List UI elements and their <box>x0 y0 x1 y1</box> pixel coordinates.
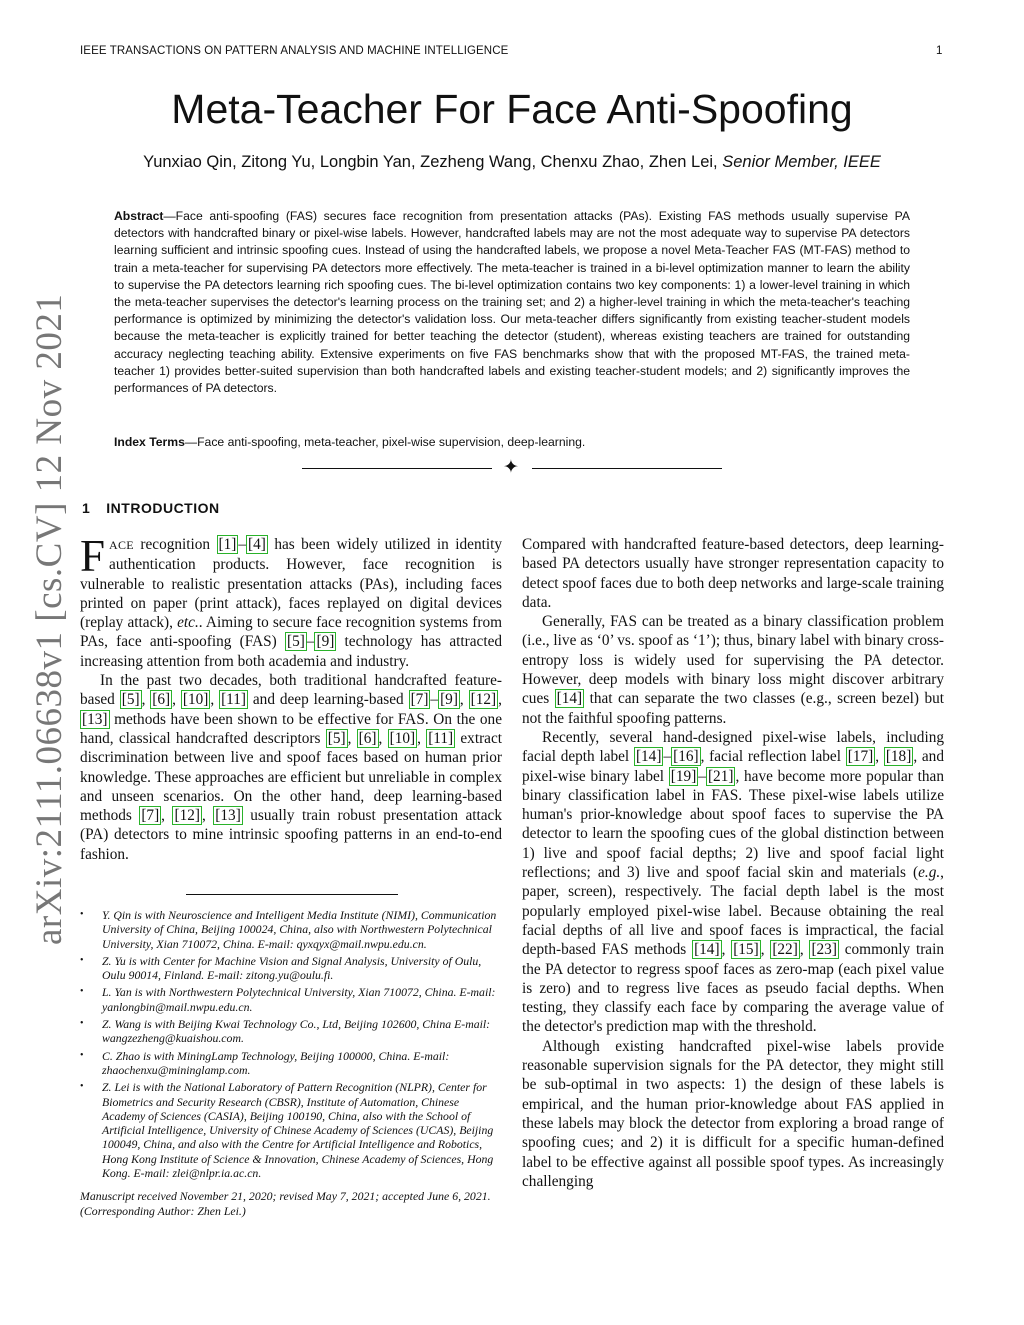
paper-title: Meta-Teacher For Face Anti-Spoofing <box>171 86 853 132</box>
footnote-bullet: • <box>80 1018 84 1030</box>
citation-link[interactable]: [11] <box>428 729 454 747</box>
text-run: , <box>210 691 220 709</box>
text-run: usually train robust presentation attack (PA) detectors to mine intrinsic spoofing patterns in an end-to-end fashion. <box>80 807 502 863</box>
citation-link[interactable]: [13] <box>82 710 108 728</box>
citation-link[interactable]: [18] <box>885 748 912 766</box>
footnote-text: L. Yan is with Northwestern Polytechnical University, Xian 710072, China. E-mail: yanlongbin@mail.nwpu.edu.cn. <box>102 985 496 1014</box>
text-run: , <box>875 748 884 766</box>
separator-line-left <box>302 468 492 469</box>
section-number: 1 <box>82 500 91 516</box>
footnote-item <box>80 908 502 951</box>
text-run: – <box>430 691 439 709</box>
separator-star-icon: ✦ <box>503 456 519 478</box>
footnote-bullet: • <box>80 1049 84 1061</box>
citation-link[interactable]: [14] <box>556 690 583 708</box>
citation-link[interactable]: [23] <box>811 941 837 959</box>
citation-link[interactable]: [7] <box>141 807 160 825</box>
footnote-bullet: • <box>80 954 84 966</box>
index-terms-label: Index Terms <box>114 435 185 449</box>
citation-link[interactable]: [6] <box>358 729 377 747</box>
footnote-text: Z. Wang is with Beijing Kwai Technology Co., Ltd, Beijing 102600, China E-mail: wangzezheng@kuaishou.com. <box>102 1017 491 1046</box>
footnote-item <box>80 1017 502 1046</box>
citation-link[interactable]: [22] <box>772 941 798 959</box>
text-run: , <box>760 941 771 959</box>
citation-link[interactable]: [14] <box>635 748 662 766</box>
text-run: recognition <box>133 536 217 553</box>
abstract-label: Abstract <box>114 209 164 223</box>
eg-text: e.g. <box>918 864 941 882</box>
intro-paragraph-1 <box>80 531 503 671</box>
citation-link[interactable]: [9] <box>440 691 458 709</box>
author-membership: Senior Member, IEEE <box>722 153 881 171</box>
text-run: methods have been shown to be effective for FAS. On the one hand, classical handcrafted descriptors <box>80 710 502 747</box>
text-run: – <box>663 748 672 766</box>
text-run: In the past two decades, both traditional handcrafted feature-based <box>80 672 502 709</box>
footnote-item <box>80 985 502 1014</box>
page-number: 1 <box>936 45 943 57</box>
citation-link[interactable]: [11] <box>221 691 246 709</box>
footnote-item <box>80 1080 502 1180</box>
citation-link[interactable]: [16] <box>673 748 699 766</box>
text-run: has been widely utilized in identity authentication products. However, face recognition is vulnerable to realistic presentation attacks (PAs), including faces printed on paper (print attack), faces replayed on digital devices (replay attack), <box>80 536 502 632</box>
text-run: , have become more popular than binary classification label in FAS. These pixel-wise labels utilize human's prior-knowledge about spoof faces to supervise the PA detector to learn the spoofing cues of the global distinction between 1) live and spoof facial depths; 2) live and spoof facial light reflections; and 3) live and spoof facial skin and materials ( <box>522 767 944 882</box>
index-terms <box>114 434 910 451</box>
abstract-text: —Face anti-spoofing (FAS) secures face recognition from presentation attacks (PAs). Existing FAS methods usually supervise PA detectors with handcrafted binary or pixel-wise labels. However, handcrafted labels may are not the most adequate way to supervise PA detectors learning sufficient and intrinsic spoofing cues. Instead of using the handcrafted labels, we propose a novel Meta-Teacher FAS (MT-FAS) method to train a meta-teacher for supervising PA detectors more effectively. The meta-teacher is trained in a bi-level optimization manner to learn the ability to supervise the PA detectors learning rich spoofing cues. The bi-level optimization contains two key components: 1) a lower-level training in which the meta-teacher supervises the detector's learning process on the training set; and 2) a higher-level training in which the meta-teacher's teaching performance is optimized by minimizing the detector's validation loss. Our meta-teacher differs significantly from existing teacher-student models because the meta-teacher is explicitly trained for better teaching the detector (student), whereas existing teachers are trained for outstanding accuracy neglecting teaching ability. Extensive experiments on five FAS benchmarks show that with the proposed MT-FAS, the trained meta-teacher 1) provides better-suited supervision than both handcrafted labels and existing teacher-student models; and 2) significantly improves the performances of PA detectors. <box>114 209 910 396</box>
author-list <box>0 153 1024 172</box>
text-run: – <box>698 767 706 785</box>
footnote-item <box>80 1049 502 1078</box>
text-run: , <box>172 691 181 709</box>
drop-cap: F <box>80 531 106 581</box>
text-run: . Aiming to secure face recognition systems from PAs, face anti-spoofing (FAS) <box>80 614 502 651</box>
citation-link[interactable]: [9] <box>316 633 335 651</box>
text-run: , <box>498 691 502 709</box>
citation-link[interactable]: [5] <box>121 691 140 709</box>
etc-text: etc. <box>177 614 199 632</box>
journal-header: IEEE TRANSACTIONS ON PATTERN ANALYSIS AND MACHINE INTELLIGENCE <box>80 45 509 57</box>
intro-paragraph-2 <box>80 671 502 864</box>
text-run: , <box>417 729 427 747</box>
citation-link[interactable]: [13] <box>215 807 241 825</box>
text-run: – <box>238 536 247 553</box>
footnote-text: Z. Yu is with Center for Machine Vision and Signal Analysis, University of Oulu, Oulu 90014, Finland. E-mail: zitong.yu@oulu.fi. <box>102 953 482 983</box>
citation-link[interactable]: [6] <box>152 691 171 709</box>
manuscript-note: Manuscript received November 21, 2020; revised May 7, 2021; accepted June 6, 2021. (Corresponding Author: Zhen Lei.) <box>80 1189 491 1218</box>
text-run: , <box>721 941 732 959</box>
citation-link[interactable]: [5] <box>327 729 346 747</box>
author-names: Yunxiao Qin, Zitong Yu, Longbin Yan, Zezheng Wang, Chenxu Zhao, Zhen Lei, <box>143 153 718 171</box>
citation-link[interactable]: [17] <box>847 748 874 766</box>
text-run: , and pixel-wise binary label <box>522 748 944 785</box>
affiliation-footnotes <box>80 908 502 1218</box>
index-terms-text: —Face anti-spoofing, meta-teacher, pixel-wise supervision, deep-learning. <box>184 435 586 449</box>
section-heading <box>82 500 220 516</box>
small-caps-text: ACE <box>109 538 134 552</box>
footnote-text: Z. Lei is with the National Laboratory of Pattern Recognition (NLPR), Center for Biometrics and Security Research (CBSR), Institute of Automation, Chinese Academy of Sciences (CASIA), Beijing 100190, China, also with the School of Artificial Intelligence, University of Chinese Academy of Sciences (UCAS), Beijing 100049, China, and also with the Centre for Artificial Intelligence and Robotics, Hong Kong Institute of Science & Innovation, Chinese Academy of Sciences, Hong Kong. E-mail: zlei@nlpr.ia.ac.cn. <box>102 1080 494 1181</box>
citation-link[interactable]: [10] <box>182 691 209 709</box>
citation-link[interactable]: [21] <box>707 767 734 785</box>
footnote-rule <box>186 894 398 895</box>
text-run: – <box>306 633 315 651</box>
text-run: , <box>459 691 469 709</box>
text-run: that can separate the two classes (e.g., screen bezel) but not the faithful spoofing patterns. <box>522 690 944 727</box>
text-run: , <box>378 729 388 747</box>
text-run: commonly train the PA detector to regress spoof faces as zero-map (each pixel value is zero) and to regress live faces as pseudo facial depths. When testing, they classify each face by comparing the average value of the detector's prediction map with the threshold. <box>522 941 944 1036</box>
footnote-item <box>80 954 502 983</box>
footnote-bullet: • <box>80 986 84 998</box>
citation-link[interactable]: [19] <box>670 767 697 785</box>
body-paragraph-1: Compared with handcrafted feature-based detectors, deep learning-based PA detectors usually have stronger representation capacity to detect spoof faces due to both deep networks and large-scale training data. <box>522 536 944 611</box>
text-run: , <box>201 807 214 825</box>
footnote-text: Y. Qin is with Neuroscience and Intelligent Media Institute (NIMI), Communication University of China, Beijing 100024, China, also with Northwestern Polytechnical University, Xian 710072, China. E-mail: qyxqyx@mail.nwpu.edu.cn. <box>102 908 497 951</box>
section-title: INTRODUCTION <box>106 500 220 516</box>
text-run: , <box>161 807 173 825</box>
citation-link[interactable]: [1] <box>218 536 237 553</box>
citation-link[interactable]: [12] <box>470 691 497 709</box>
citation-link[interactable]: [5] <box>286 633 305 651</box>
separator-line-right <box>532 468 722 469</box>
citation-link[interactable]: [7] <box>410 691 429 709</box>
text-run: , paper, screen), respectively. The facial depth label is the most popularly employed pixel-wise label. Because obtaining the real facial depths of all live and spoof faces is impractical, the facial depth-based FAS methods <box>522 864 944 959</box>
citation-link[interactable]: [4] <box>248 536 266 553</box>
citation-link[interactable]: [14] <box>694 941 720 959</box>
text-run: technology has attracted increasing attention from both academia and industry. <box>80 633 503 670</box>
footnote-text: C. Zhao is with MiningLamp Technology, Beijing 100000, China. E-mail: zhaochenxu@mininglamp.com. <box>102 1048 450 1077</box>
text-run: , <box>799 941 810 959</box>
footnote-bullet: • <box>80 1081 84 1093</box>
abstract <box>114 208 910 397</box>
text-run: , <box>141 691 151 709</box>
text-run: , <box>347 729 357 747</box>
body-paragraph-4: Although existing handcrafted pixel-wise labels provide reasonable supervision signals for the PA detector, they might still be sub-optimal in two aspects: 1) the design of these labels is empirical, and the human prior-knowledge about FAS applied in these labels may block the detector from exploring a broad range of spoofing cues; and 2) it is difficult for a specific human-defined label to be effective against all possible spoof types. As increasingly challenging <box>522 1037 944 1190</box>
body-paragraph-3 <box>522 728 944 1037</box>
text-run: and deep learning-based <box>248 691 409 709</box>
citation-link[interactable]: [10] <box>389 729 416 747</box>
text-run: , facial reflection label <box>700 748 846 766</box>
arxiv-stamp: arXiv:2111.06638v1 [cs.CV] 12 Nov 2021 <box>29 293 70 945</box>
footnote-bullet: • <box>80 909 84 920</box>
text-run: extract discrimination between live and spoof faces based on human prior knowledge. These approaches are efficient but unreliable in complex and unseen scenarios. On the other hand, deep learning-based methods <box>80 729 502 825</box>
body-paragraph-2 <box>522 612 944 728</box>
text-run: Generally, FAS can be treated as a binary classification problem (i.e., live as ‘0’ vs. spoof as ‘1’); thus, binary label with binary cross-entropy loss is widely used for supervising the PA detector. However, deep models with binary loss might discover arbitrary cues <box>522 613 944 708</box>
citation-link[interactable]: [15] <box>733 941 759 959</box>
right-column <box>522 535 944 1191</box>
left-column <box>80 531 503 864</box>
text-run: Recently, several hand-designed pixel-wise labels, including facial depth label <box>522 728 944 766</box>
citation-link[interactable]: [12] <box>174 807 200 825</box>
